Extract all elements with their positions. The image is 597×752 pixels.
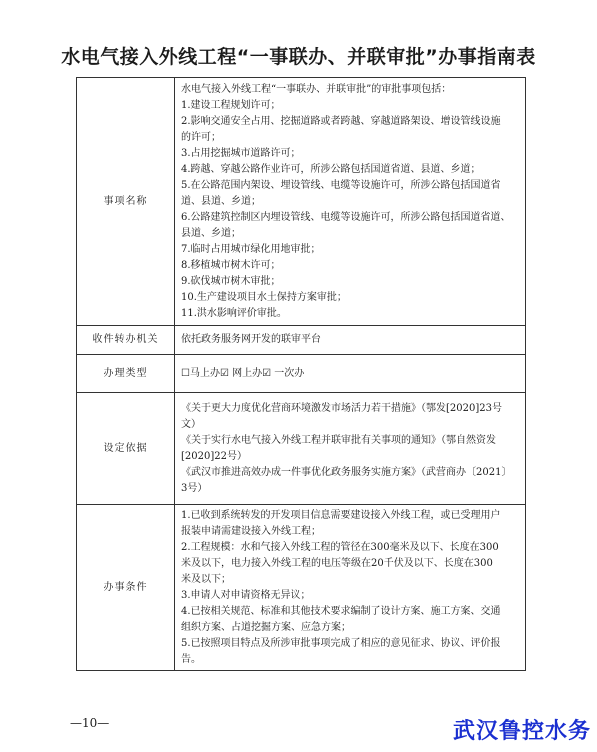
item-line: 县道、乡道； bbox=[181, 227, 241, 239]
condition-line: 米及以下； bbox=[181, 573, 231, 585]
condition-line: 报装申请需建设接入外线工程； bbox=[181, 525, 321, 537]
row-value-basis bbox=[175, 393, 526, 505]
row-label-basis: 设定依据 bbox=[77, 393, 175, 505]
item-line: 4.跨越、穿越公路作业许可，所涉公路包括国道省道、县道、乡道； bbox=[181, 163, 481, 175]
condition-line: 1.已收到系统转发的开发项目信息需要建设接入外线工程，或已受理用户 bbox=[181, 509, 501, 521]
item-line: 1.建设工程规划许可； bbox=[181, 99, 281, 111]
basis-line: [2020]22号） bbox=[181, 450, 247, 462]
condition-line: 4.已按相关规范、标准和其他技术要求编制了设计方案、施工方案、交通 bbox=[181, 605, 501, 617]
item-line: 水电气接入外线工程“一事联办、并联审批”的审批事项包括： bbox=[181, 83, 452, 95]
item-line: 道、县道、乡道； bbox=[181, 195, 261, 207]
item-line: 6.公路建筑控制区内埋设管线、电缆等设施许可，所涉公路包括国道省道、 bbox=[181, 211, 511, 223]
basis-line: 《武汉市推进高效办成一件事优化政务服务实施方案》（武营商办〔2021〕 bbox=[181, 466, 512, 478]
item-line: 11.洪水影响评价审批。 bbox=[181, 307, 287, 319]
item-line: 9.砍伐城市树木审批； bbox=[181, 275, 281, 287]
condition-line: 5.已按照项目特点及所涉审批事项完成了相应的意见征求、协议、评价报 bbox=[181, 637, 501, 649]
item-line: 的许可； bbox=[181, 131, 221, 143]
basis-line: 《关于更大力度优化营商环境激发市场活力若干措施》（鄂发[2020]23号 bbox=[181, 402, 502, 414]
row-label-conditions: 办事条件 bbox=[77, 505, 175, 671]
item-line: 7.临时占用城市绿化用地审批； bbox=[181, 243, 321, 255]
condition-line: 组织方案、占道挖掘方案、应急方案； bbox=[181, 621, 351, 633]
row-value-items bbox=[175, 78, 526, 326]
item-line: 5.在公路范围内架设、埋设管线、电缆等设施许可，所涉公路包括国道省 bbox=[181, 179, 501, 191]
row-label-items: 事项名称 bbox=[77, 78, 175, 326]
item-line: 3.占用挖掘城市道路许可； bbox=[181, 147, 301, 159]
table-row bbox=[77, 326, 526, 355]
row-value-conditions bbox=[175, 505, 526, 671]
table-row bbox=[77, 355, 526, 393]
table-row bbox=[77, 78, 526, 326]
condition-line: 告。 bbox=[181, 653, 201, 665]
basis-line: 《关于实行水电气接入外线工程并联审批有关事项的通知》（鄂自然资发 bbox=[181, 434, 496, 446]
item-line: 2.影响交通安全占用、挖掘道路或者跨越、穿越道路架设、增设管线设施 bbox=[181, 115, 501, 127]
watermark-text: 武汉鲁控水务 bbox=[452, 719, 591, 744]
page-title: 水电气接入外线工程“一事联办、并联审批”办事指南表 bbox=[61, 46, 536, 68]
row-value-type: ☐马上办☑ 网上办☑ 一次办 bbox=[175, 355, 526, 393]
row-value-org: 依托政务服务网开发的联审平台 bbox=[175, 326, 526, 355]
basis-line: 3号） bbox=[181, 482, 208, 494]
row-label-org: 收件转办机关 bbox=[77, 326, 175, 355]
table-row bbox=[77, 505, 526, 671]
item-line: 8.移植城市树木许可； bbox=[181, 259, 281, 271]
basis-line: 文） bbox=[181, 418, 201, 430]
page-number: —10— bbox=[70, 716, 110, 730]
item-line: 10.生产建设项目水土保持方案审批； bbox=[181, 291, 347, 303]
table-row bbox=[77, 393, 526, 505]
row-label-type: 办理类型 bbox=[77, 355, 175, 393]
condition-line: 2.工程规模：水和气接入外线工程的管径在300毫米及以下、长度在300 bbox=[181, 541, 499, 553]
condition-line: 3.申请人对申请资格无异议； bbox=[181, 589, 311, 601]
guide-table bbox=[76, 77, 526, 671]
condition-line: 米及以下，电力接入外线工程的电压等级在20千伏及以下、长度在300 bbox=[181, 557, 493, 569]
